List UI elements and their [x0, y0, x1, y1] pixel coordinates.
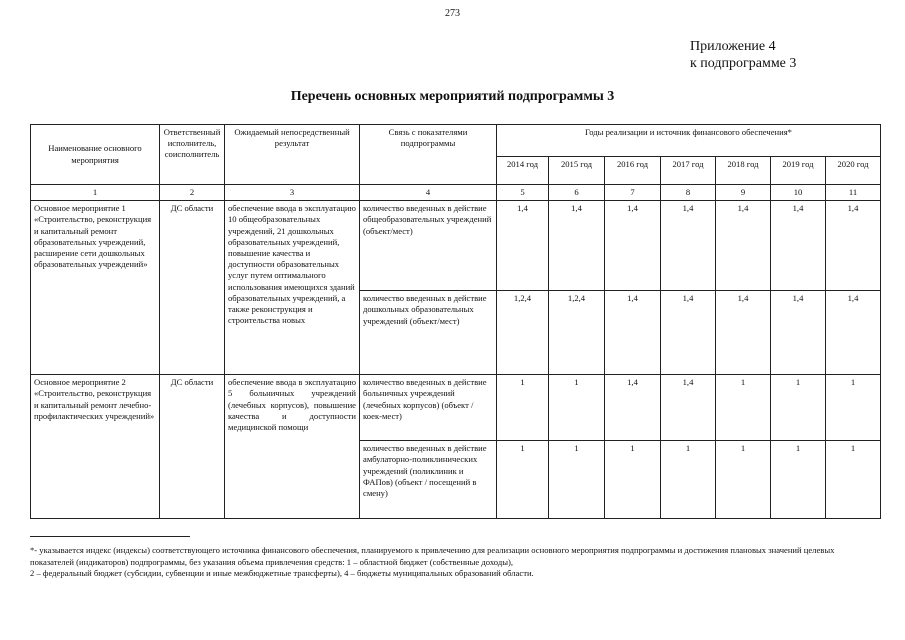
column-number: 1 — [31, 185, 160, 201]
indicator-value: 1 — [497, 375, 549, 441]
header-year: 2018 год — [716, 157, 771, 185]
footnote — [30, 545, 880, 580]
header-year: 2019 год — [771, 157, 826, 185]
indicator-value: 1 — [497, 441, 549, 519]
header-executor: Ответственный исполнитель, соисполнитель — [160, 125, 225, 185]
indicator-value: 1 — [549, 375, 605, 441]
footnote-line-2: 2 – федеральный бюджет (субсидии, субвенции и иные межбюджетные трансферты), 4 – бюджеты муниципальных образований области. — [30, 568, 534, 578]
column-number: 9 — [716, 185, 771, 201]
indicator-value: 1,2,4 — [549, 291, 605, 375]
column-number: 6 — [549, 185, 605, 201]
indicator-value: 1 — [771, 441, 826, 519]
column-number: 7 — [605, 185, 661, 201]
indicator-value: 1,2,4 — [497, 291, 549, 375]
measure-executor: ДС области — [160, 375, 225, 519]
indicator-value: 1,4 — [605, 375, 661, 441]
indicator-value: 1,4 — [661, 201, 716, 291]
indicator-text: количество введенных в действие амбулаторно-поликлинических учреждений (поликлиник и ФАПов) (объект / посещений в смену) — [360, 441, 497, 519]
column-number: 5 — [497, 185, 549, 201]
measure-executor: ДС области — [160, 201, 225, 375]
page-number: 273 — [445, 8, 460, 19]
column-number: 2 — [160, 185, 225, 201]
indicator-value: 1 — [549, 441, 605, 519]
column-numbers-row — [31, 185, 881, 201]
measure-result: обеспечение ввода в эксплуатацию 5 больничных учреждений (лечебных корпусов), повышение качества и доступности медицинской помощи — [225, 375, 360, 519]
document-title: Перечень основных мероприятий подпрограммы 3 — [290, 89, 615, 104]
footnote-line-1: *- указывается индекс (индексы) соответствующего источника финансового обеспечения, планируемого к привлечению для реализации основного мероприятия подпрограммы и достижения плановых значений целевых показателей (индикаторов) подпрограммы, без указания объема привлечения средств: 1 – областной бюджет (собственные доходы), — [30, 545, 835, 567]
measure-result: обеспечение ввода в эксплуатацию 10 общеобразовательных учреждений, 21 дошкольных образовательных учреждений, повышение качества и доступности образовательных услуг путем оптимального использования имеющихся зданий образовательных учреждений, а также реконструкция и строительства новых — [225, 201, 360, 375]
header-link: Связь с показателями подпрограммы — [360, 125, 497, 185]
indicator-value: 1 — [826, 375, 881, 441]
column-number: 4 — [360, 185, 497, 201]
indicator-value: 1,4 — [771, 201, 826, 291]
indicator-value: 1 — [661, 441, 716, 519]
indicator-value: 1,4 — [605, 201, 661, 291]
table-row — [31, 375, 881, 441]
indicator-value: 1 — [771, 375, 826, 441]
header-year: 2017 год — [661, 157, 716, 185]
column-number: 8 — [661, 185, 716, 201]
header-year: 2015 год — [549, 157, 605, 185]
indicator-value: 1 — [716, 441, 771, 519]
indicator-value: 1,4 — [716, 291, 771, 375]
header-year: 2020 год — [826, 157, 881, 185]
indicator-value: 1,4 — [771, 291, 826, 375]
indicator-text: количество введенных в действие дошкольных образовательных учреждений (объект/мест) — [360, 291, 497, 375]
column-number: 11 — [826, 185, 881, 201]
indicator-value: 1,4 — [826, 291, 881, 375]
appendix-line-1: Приложение 4 — [690, 39, 776, 54]
indicator-text: количество введенных в действие больничных учреждений (лечебных корпусов) (объект / коек-мест) — [360, 375, 497, 441]
footnote-divider — [30, 536, 190, 537]
column-number: 10 — [771, 185, 826, 201]
header-name: Наименование основного мероприятия — [31, 125, 160, 185]
indicator-value: 1,4 — [716, 201, 771, 291]
measure-name: Основное мероприятие 1 «Строительство, реконструкция и капитальный ремонт образовательных учреждений, расширение сети дошкольных образовательных учреждений» — [31, 201, 160, 375]
indicator-value: 1,4 — [661, 375, 716, 441]
header-years-group: Годы реализации и источник финансового обеспечения* — [497, 125, 881, 157]
indicator-value: 1 — [826, 441, 881, 519]
indicator-text: количество введенных в действие общеобразовательных учреждений (объект/мест) — [360, 201, 497, 291]
column-number: 3 — [225, 185, 360, 201]
measure-name: Основное мероприятие 2 «Строительство, реконструкция и капитальный ремонт лечебно-профилактических учреждений» — [31, 375, 160, 519]
indicator-value: 1,4 — [605, 291, 661, 375]
indicator-value: 1,4 — [661, 291, 716, 375]
appendix-line-2: к подпрограмме 3 — [690, 56, 797, 71]
indicator-value: 1 — [716, 375, 771, 441]
indicator-value: 1,4 — [497, 201, 549, 291]
appendix-label — [690, 38, 796, 72]
table-row — [31, 201, 881, 291]
header-year: 2014 год — [497, 157, 549, 185]
header-result: Ожидаемый непосредственный результат — [225, 125, 360, 185]
indicator-value: 1,4 — [549, 201, 605, 291]
measures-table — [30, 124, 881, 519]
indicator-value: 1,4 — [826, 201, 881, 291]
indicator-value: 1 — [605, 441, 661, 519]
header-year: 2016 год — [605, 157, 661, 185]
